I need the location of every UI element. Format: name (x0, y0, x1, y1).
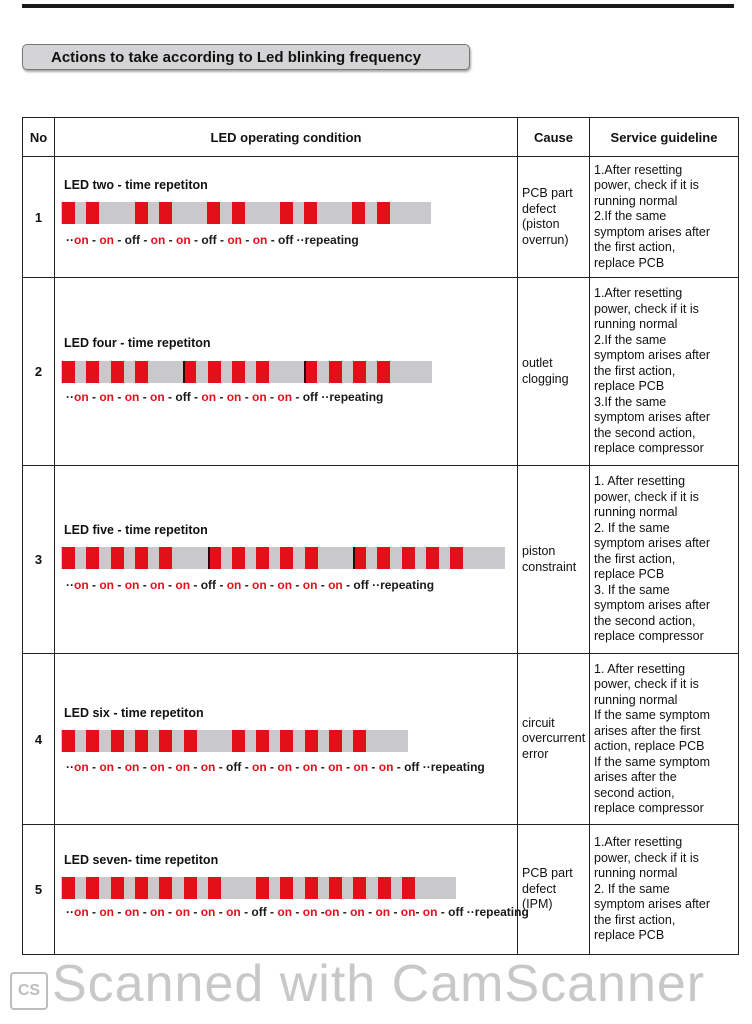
seq-separator: - (139, 390, 151, 404)
seq-separator: - (339, 905, 351, 919)
led-on-segment (353, 361, 366, 383)
led-on-segment (280, 730, 293, 752)
led-on-segment (353, 730, 366, 752)
seq-separator: - off ··repeating (437, 905, 529, 919)
seq-separator: - off ··repeating (292, 390, 384, 404)
seq-on: on (74, 578, 89, 592)
service-guideline-cell: 1.After resetting power, check if it is running normal 2. If the same symptom arises after the first action, replace PCB (590, 825, 739, 955)
header-row (23, 118, 739, 157)
led-on-segment (280, 202, 293, 224)
blink-sequence-text (66, 390, 383, 404)
seq-on: on (400, 905, 416, 919)
led-on-segment (305, 547, 318, 569)
led-on-segment (280, 547, 293, 569)
seq-on: on (227, 233, 243, 247)
led-on-segment (111, 877, 124, 899)
seq-separator: - (88, 390, 100, 404)
led-on-segment (377, 361, 390, 383)
seq-separator: - (292, 578, 303, 592)
led-on-segment (208, 547, 221, 569)
seq-on: on (175, 760, 191, 774)
led-condition-cell (55, 654, 518, 825)
seq-separator: - (317, 760, 329, 774)
seq-on: on (200, 760, 216, 774)
row-number: 5 (23, 825, 55, 955)
seq-on: on (124, 760, 140, 774)
row-number: 2 (23, 278, 55, 466)
seq-on: on (124, 390, 140, 404)
seq-on: on (378, 760, 394, 774)
seq-on: on (74, 233, 89, 247)
led-pattern-label: LED seven- time repetiton (64, 853, 219, 867)
seq-on: on (150, 578, 165, 592)
cause-cell: PCB part defect (IPM) (518, 825, 590, 955)
led-on-segment (305, 730, 318, 752)
row-number: 4 (23, 654, 55, 825)
led-on-segment (159, 877, 172, 899)
seq-separator: ·· (66, 760, 74, 774)
led-on-segment (62, 877, 75, 899)
service-guideline-cell: 1. After resetting power, check if it is running normal If the same symptom arises after the first action, replace PCB If the same symptom arises after the second action, replace compressor (590, 654, 739, 825)
seq-separator: ·· (66, 905, 74, 919)
seq-on: on (74, 905, 89, 919)
blink-sequence-text (66, 760, 485, 774)
table-row (23, 466, 739, 654)
led-on-segment (232, 547, 245, 569)
led-pattern-label: LED five - time repetiton (64, 523, 208, 537)
section-title: Actions to take according to Led blinking frequency (22, 44, 470, 70)
led-blink-bar (61, 547, 505, 569)
seq-on: on (99, 390, 115, 404)
seq-on: on (175, 905, 191, 919)
seq-on: on (252, 390, 267, 404)
seq-separator: - (88, 760, 100, 774)
seq-on: on (277, 578, 293, 592)
seq-on: on (74, 760, 89, 774)
led-on-segment (86, 547, 99, 569)
led-on-segment (256, 730, 269, 752)
led-on-segment (305, 877, 318, 899)
seq-separator: - off - (164, 390, 202, 404)
row-number: 3 (23, 466, 55, 654)
led-on-segment (62, 202, 75, 224)
led-blink-bar (61, 877, 456, 899)
seq-separator: - (114, 390, 125, 404)
led-on-segment (377, 547, 390, 569)
seq-separator: - (114, 760, 125, 774)
seq-on: on (328, 578, 343, 592)
seq-separator: - (317, 905, 325, 919)
led-on-segment (256, 361, 269, 383)
seq-on: on (150, 233, 166, 247)
led-condition-cell (55, 278, 518, 466)
led-on-segment (280, 877, 293, 899)
seq-separator: ·· (66, 233, 74, 247)
led-on-segment (135, 202, 148, 224)
seq-separator: - (241, 578, 253, 592)
seq-separator: - (368, 760, 379, 774)
seq-on: on (226, 390, 242, 404)
led-condition-cell (55, 466, 518, 654)
seq-on: on (302, 905, 318, 919)
led-on-segment (135, 730, 148, 752)
seq-on: on (74, 390, 89, 404)
led-on-segment (329, 361, 342, 383)
seq-on: on (277, 760, 293, 774)
header-cause: Cause (518, 118, 590, 157)
led-on-segment (232, 202, 245, 224)
led-on-segment (402, 547, 415, 569)
led-on-segment (377, 202, 390, 224)
seq-on: on (375, 905, 391, 919)
led-on-segment (207, 202, 220, 224)
seq-on: on (226, 905, 241, 919)
seq-on: on (277, 905, 293, 919)
blink-sequence-text (66, 233, 359, 247)
seq-separator: - (266, 390, 278, 404)
led-on-segment (159, 730, 172, 752)
led-on-segment (329, 730, 342, 752)
seq-separator: - (292, 905, 303, 919)
led-table (22, 117, 739, 955)
table-row (23, 157, 739, 278)
led-on-segment (86, 730, 99, 752)
led-pattern-label: LED six - time repetiton (64, 706, 204, 720)
seq-on: on (353, 760, 369, 774)
seq-on: on (422, 905, 438, 919)
led-on-segment (62, 361, 75, 383)
seq-separator: - off ··repeating (342, 578, 435, 592)
led-on-segment (353, 877, 366, 899)
seq-separator: - (165, 233, 177, 247)
led-on-segment (86, 361, 99, 383)
led-on-segment (450, 547, 463, 569)
camscanner-watermark (0, 955, 752, 1024)
blink-sequence-text (66, 578, 434, 592)
seq-on: on (350, 905, 365, 919)
seq-on: on (99, 578, 115, 592)
top-rule (22, 4, 734, 8)
seq-on: on (124, 905, 140, 919)
cause-cell: piston constraint (518, 466, 590, 654)
seq-separator: - (88, 905, 100, 919)
led-on-segment (111, 547, 124, 569)
led-on-segment (111, 361, 124, 383)
led-condition-cell (55, 157, 518, 278)
led-on-segment (135, 877, 148, 899)
led-on-segment (402, 877, 415, 899)
seq-on: on (201, 390, 217, 404)
led-on-segment (378, 877, 391, 899)
seq-separator: - off - (114, 233, 151, 247)
led-on-segment (232, 361, 245, 383)
seq-separator: - (242, 233, 253, 247)
led-on-segment (86, 877, 99, 899)
led-on-segment (208, 361, 221, 383)
led-blink-bar (61, 361, 432, 383)
header-condition: LED operating condition (55, 118, 518, 157)
cause-cell: PCB part defect (piston overrun) (518, 157, 590, 278)
seq-on: on (176, 233, 191, 247)
led-on-segment (183, 361, 196, 383)
led-pattern-label: LED four - time repetiton (64, 336, 211, 350)
led-on-segment (62, 730, 75, 752)
table-row (23, 278, 739, 466)
seq-on: on (150, 760, 165, 774)
led-on-segment (352, 202, 365, 224)
seq-separator: - (317, 578, 329, 592)
seq-on: on (302, 760, 318, 774)
cause-cell: circuit overcurrent error (518, 654, 590, 825)
service-guideline-cell: 1.After resetting power, check if it is running normal 2.If the same symptom arises after the first action, replace PCB (590, 157, 739, 278)
led-on-segment (62, 547, 75, 569)
seq-separator: - off - (240, 905, 278, 919)
led-on-segment (304, 361, 317, 383)
led-on-segment (304, 202, 317, 224)
led-on-segment (256, 547, 269, 569)
seq-separator: - (342, 760, 354, 774)
seq-on: on (252, 760, 267, 774)
seq-separator: - (139, 578, 151, 592)
led-on-segment (135, 361, 148, 383)
table-row (23, 825, 739, 955)
led-on-segment (135, 547, 148, 569)
seq-on: on (150, 905, 165, 919)
seq-on: on (124, 578, 140, 592)
seq-on: on (150, 390, 165, 404)
seq-separator: - (292, 760, 303, 774)
seq-separator: - off ··repeating (267, 233, 359, 247)
seq-separator: - off - (190, 233, 228, 247)
table-row (23, 654, 739, 825)
led-on-segment (159, 547, 172, 569)
led-blink-bar (61, 202, 431, 224)
seq-separator: - off - (215, 760, 253, 774)
header-no: No (23, 118, 55, 157)
led-on-segment (184, 730, 197, 752)
seq-on: on (328, 760, 343, 774)
led-on-segment (111, 730, 124, 752)
seq-on: on (252, 578, 267, 592)
blink-sequence-text (66, 905, 529, 919)
seq-separator: - (139, 905, 151, 919)
seq-on: on (99, 905, 115, 919)
led-on-segment (208, 877, 221, 899)
led-on-segment (86, 202, 99, 224)
seq-separator: - (390, 905, 401, 919)
seq-separator: - (415, 905, 423, 919)
seq-separator: - (364, 905, 376, 919)
seq-separator: - off - (190, 578, 227, 592)
seq-separator: - (88, 233, 100, 247)
seq-separator: ·· (66, 578, 74, 592)
seq-separator: - off ··repeating (393, 760, 485, 774)
seq-separator: - (164, 905, 176, 919)
led-on-segment (426, 547, 439, 569)
led-on-segment (232, 730, 245, 752)
row-number: 1 (23, 157, 55, 278)
header-guide: Service guideline (590, 118, 739, 157)
led-on-segment (329, 877, 342, 899)
seq-on: on (175, 578, 191, 592)
seq-on: on (302, 578, 318, 592)
service-guideline-cell: 1. After resetting power, check if it is running normal 2. If the same symptom arises after the first action, replace PCB 3. If the same symptom arises after the second action, replace compressor (590, 466, 739, 654)
seq-separator: - (164, 578, 176, 592)
seq-on: on (226, 578, 242, 592)
seq-separator: - (266, 760, 278, 774)
led-on-segment (353, 547, 366, 569)
seq-separator: - (139, 760, 151, 774)
seq-separator: - (114, 578, 125, 592)
led-on-segment (159, 202, 172, 224)
led-blink-bar (61, 730, 408, 752)
seq-separator: - (241, 390, 253, 404)
seq-on: on (99, 760, 115, 774)
led-on-segment (184, 877, 197, 899)
seq-separator: - (190, 905, 201, 919)
seq-separator: - (215, 905, 227, 919)
seq-separator: ·· (66, 390, 74, 404)
seq-separator: - (164, 760, 176, 774)
seq-on: on (252, 233, 268, 247)
seq-separator: - (216, 390, 227, 404)
cause-cell: outlet clogging (518, 278, 590, 466)
led-condition-cell (55, 825, 529, 955)
seq-on: on (277, 390, 293, 404)
seq-separator: - (88, 578, 100, 592)
seq-separator: - (114, 905, 125, 919)
seq-separator: - (266, 578, 278, 592)
led-on-segment (256, 877, 269, 899)
watermark-text: Scanned with CamScanner (52, 955, 706, 1013)
service-guideline-cell: 1.After resetting power, check if it is running normal 2.If the same symptom arises after the first action, replace PCB 3.If the same symptom arises after the second action, replace compressor (590, 278, 739, 466)
seq-separator: - (190, 760, 201, 774)
camscanner-logo: CS (10, 972, 48, 1010)
seq-on: on (200, 905, 216, 919)
seq-on: on (99, 233, 115, 247)
seq-on: on (324, 905, 340, 919)
led-pattern-label: LED two - time repetiton (64, 178, 208, 192)
